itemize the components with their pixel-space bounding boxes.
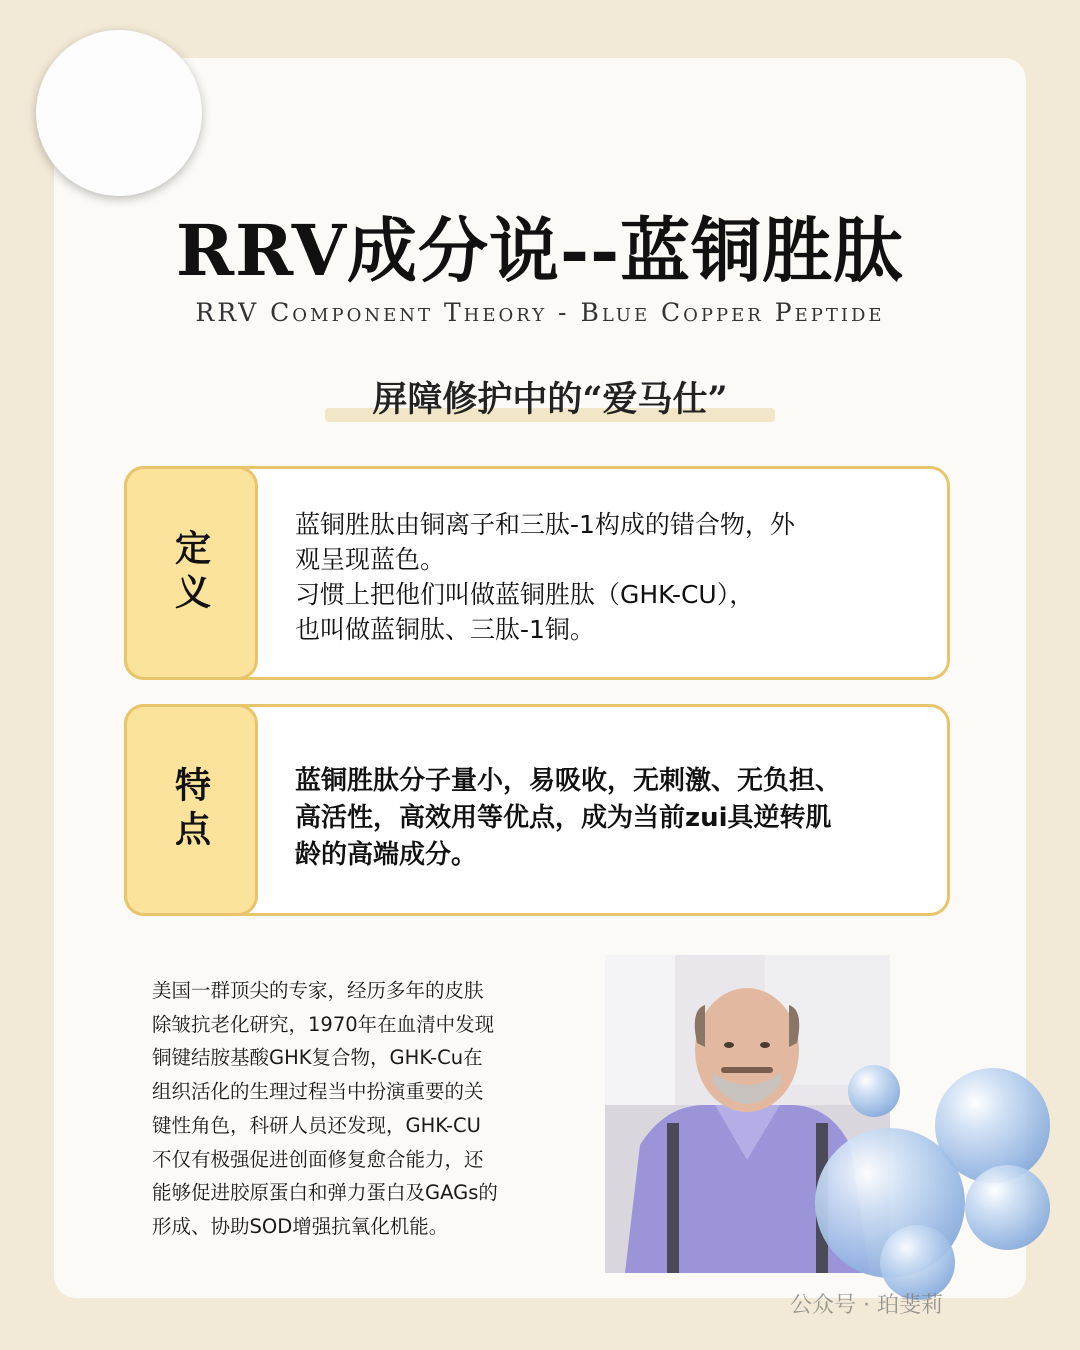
decorative-circle [36,30,202,196]
tagline [325,372,775,422]
body-paragraph: 美国一群顶尖的专家，经历多年的皮肤 除皱抗老化研究，1970年在血清中发现 铜键结胺基酸GHK复合物，GHK-Cu在 组织活化的生理过程当中扮演重要的关 键性角色，科研人员还发现，GHK-CU 不仅有极强促进创面修复愈合能力，还 能够促进胶原蛋白和弹力蛋白及GAGs的 形成、协助SOD增强抗氧化机能。 [152,979,498,1238]
features-label: 特点 [124,704,258,916]
features-text: 蓝铜胜肽分子量小，易吸收，无刺激、无负担、 高活性，高效用等优点，成为当前zui具逆转肌 龄的高端成分。 [295,766,842,870]
features-box [124,704,950,916]
watermark: 公众号 · 珀斐莉 [790,1293,943,1318]
tagline-text: 屏障修护中的“爱马仕” [372,379,728,420]
definition-label: 定义 [124,466,258,680]
definition-text: 蓝铜胜肽由铜离子和三肽-1构成的错合物，外 观呈现蓝色。 习惯上把他们叫做蓝铜胜肽（GHK-CU）， 也叫做蓝铜肽、三肽-1铜。 [295,510,795,644]
page-title: RRV成分说--蓝铜胜肽 [175,209,905,292]
bubble-graphic [848,1065,900,1117]
definition-box [124,466,950,680]
page-subtitle: RRV Component Theory - Blue Copper Peptide [195,298,885,327]
bubble-graphic [965,1165,1050,1250]
